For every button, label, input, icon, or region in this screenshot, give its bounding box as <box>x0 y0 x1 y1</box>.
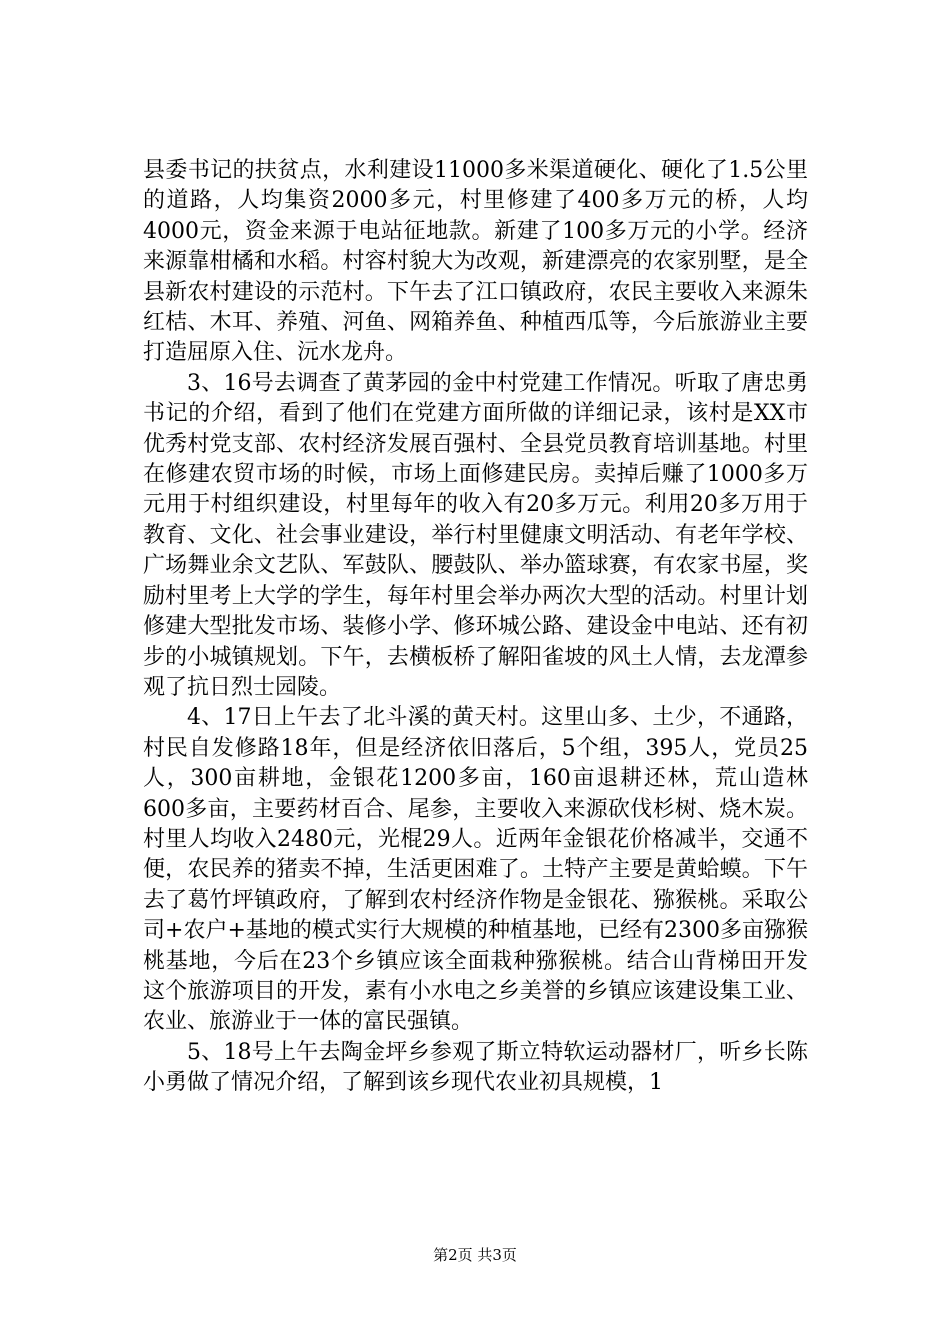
document-body <box>143 156 808 1099</box>
paragraph-4: 5、18号上午去陶金坪乡参观了斯立特软运动器材厂，听乡长陈小勇做了情况介绍，了解到该乡现代农业初具规模，1 <box>143 1039 808 1096</box>
page-footer: 第2页 共3页 <box>433 1246 517 1264</box>
paragraph-3: 4、17日上午去了北斗溪的黄天村。这里山多、土少，不通路，村民自发修路18年，但是经济依旧落后，5个组，395人，党员25人，300亩耕地，金银花1200多亩，160亩退耕还林，荒山造林600多亩，主要药材百合、尾参，主要收入来源砍伐杉树、烧木炭。村里人均收入2480元，光棍29人。近两年金银花价格减半，交通不便，农民养的猪卖不掉，生活更困难了。土特产主要是黄蛤蟆。下午去了葛竹坪镇政府，了解到农村经济作物是金银花、猕猴桃。采取公司+农户+基地的模式实行大规模的种植基地，已经有2300多亩猕猴桃基地，今后在23个乡镇应该全面栽种猕猴桃。结合山背梯田开发这个旅游项目的开发，素有小水电之乡美誉的乡镇应该建设集工业、农业、旅游业于一体的富民强镇。 <box>143 705 809 1035</box>
paragraph-1: 县委书记的扶贫点，水利建设11000多米渠道硬化、硬化了1.5公里的道路，人均集资2000多元，村里修建了400多万元的桥，人均4000元，资金来源于电站征地款。新建了100多万元的小学。经济来源靠柑橘和水稻。村容村貌大为改观，新建漂亮的农家别墅，是全县新农村建设的示范村。下午去了江口镇政府，农民主要收入来源朱红桔、木耳、养殖、河鱼、网箱养鱼、种植西瓜等，今后旅游业主要打造屈原入住、沅水龙舟。 <box>143 158 808 366</box>
paragraph-2: 3、16号去调查了黄茅园的金中村党建工作情况。听取了唐忠勇书记的介绍，看到了他们在党建方面所做的详细记录，该村是XX市优秀村党支部、农村经济发展百强村、全县党员教育培训基地。村里在修建农贸市场的时候，市场上面修建民房。卖掉后赚了1000多万元用于村组织建设，村里每年的收入有20多万元。利用20多万用于教育、文化、社会事业建设，举行村里健康文明活动、有老年学校、广场舞业余文艺队、军鼓队、腰鼓队、举办篮球赛，有农家书屋，奖励村里考上大学的学生，每年村里会举办两次大型的活动。村里计划修建大型批发市场、装修小学、修环城公路、建设金中电站、还有初步的小城镇规划。下午，去横板桥了解阳雀坡的风土人情，去龙潭参观了抗日烈士园陵。 <box>143 370 808 700</box>
